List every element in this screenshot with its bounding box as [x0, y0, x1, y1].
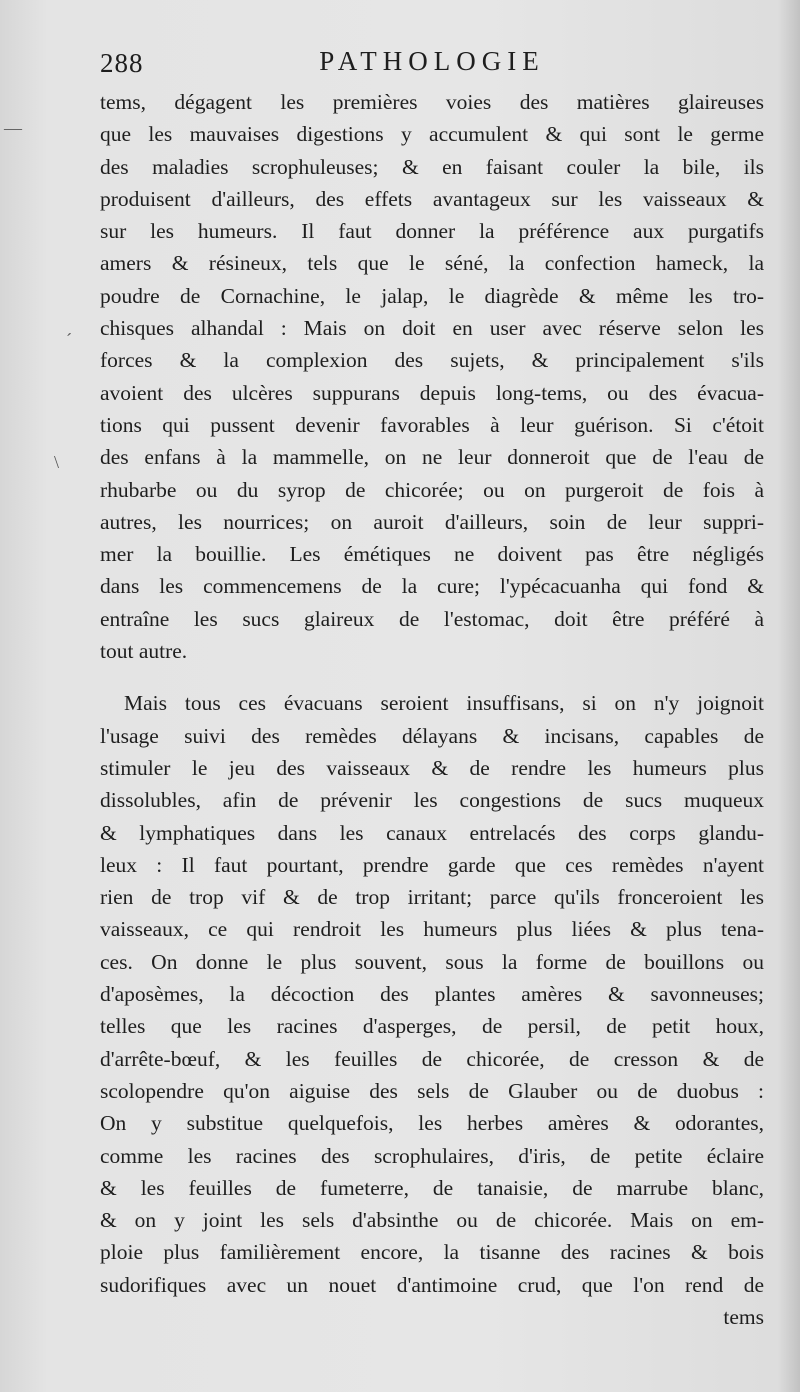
running-title: PATHOLOGIE — [319, 46, 545, 76]
body-text — [100, 86, 764, 1333]
text-line: stimuler le jeu des vaisseaux & de rendre les humeurs plus — [100, 755, 764, 780]
text-line: comme les racines des scrophulaires, d'iris, de petite éclaire — [100, 1143, 764, 1168]
page-edge-shadow — [778, 0, 800, 1392]
text-line: & on y joint les sels d'absinthe ou de chicorée. Mais on em- — [100, 1208, 764, 1233]
text-line: rhubarbe ou du syrop de chicorée; ou on purgeroit de fois à — [100, 477, 764, 502]
text-line: Mais tous ces évacuans seroient insuffisans, si on n'y joignoit — [124, 691, 764, 716]
text-line: ploie plus familièrement encore, la tisanne des racines & bois — [100, 1240, 764, 1265]
margin-mark: \ — [54, 452, 60, 472]
paragraph — [100, 86, 764, 667]
paragraph-gap — [100, 667, 764, 687]
text-line: dissolubles, afin de prévenir les congestions de sucs muqueux — [100, 788, 764, 813]
text-line: sudorifiques avec un nouet d'antimoine crud, que l'on rend de — [100, 1272, 764, 1297]
text-line: d'arrête-bœuf, & les feuilles de chicorée, de cresson & de — [100, 1046, 764, 1071]
text-line: avoient des ulcères suppurans depuis long-tems, ou des évacua- — [100, 380, 764, 405]
text-line: amers & résineux, tels que le séné, la confection hameck, la — [100, 251, 764, 276]
catchword: tems — [723, 1304, 764, 1329]
text-line: sur les humeurs. Il faut donner la préférence aux purgatifs — [100, 219, 764, 244]
text-line: tout autre. — [100, 639, 188, 664]
text-line: produisent d'ailleurs, des effets avantageux sur les vaisseaux & — [100, 186, 764, 211]
text-line: des enfans à la mammelle, on ne leur donneroit que de l'eau de — [100, 445, 764, 470]
text-line: des maladies scrophuleuses; & en faisant couler la bile, ils — [100, 154, 764, 179]
text-line: tems, dégagent les premières voies des matières glaireuses — [100, 90, 764, 114]
text-line: leux : Il faut pourtant, prendre garde que ces remèdes n'ayent — [100, 852, 764, 877]
paragraph — [100, 687, 764, 1301]
text-line: scolopendre qu'on aiguise des sels de Glauber ou de duobus : — [100, 1078, 764, 1103]
text-line: entraîne les sucs glaireux de l'estomac, doit être préféré à — [100, 606, 764, 631]
text-line: autres, les nourrices; on auroit d'ailleurs, soin de leur suppri- — [100, 509, 764, 534]
text-line: dans les commencemens de la cure; l'ypécacuanha qui fond & — [100, 574, 764, 599]
text-line: d'aposèmes, la décoction des plantes amères & savonneuses; — [100, 982, 764, 1007]
text-line: forces & la complexion des sujets, & principalement s'ils — [100, 348, 764, 373]
text-line: telles que les racines d'asperges, de persil, de petit houx, — [100, 1014, 764, 1039]
margin-mark: — — [4, 118, 22, 138]
text-line: poudre de Cornachine, le jalap, le diagrède & même les tro- — [100, 283, 764, 308]
text-line: ces. On donne le plus souvent, sous la forme de bouillons ou — [100, 949, 764, 974]
text-line: vaisseaux, ce qui rendroit les humeurs plus liées & plus tena- — [100, 917, 764, 942]
text-line: rien de trop vif & de trop irritant; parce qu'ils fronceroient les — [100, 885, 764, 910]
text-line: chisques alhandal : Mais on doit en user avec réserve selon les — [100, 316, 764, 341]
text-line: tions qui pussent devenir favorables à leur guérison. Si c'étoit — [100, 412, 764, 437]
running-head — [100, 46, 764, 86]
text-line: l'usage suivi des remèdes délayans & incisans, capables de — [100, 723, 764, 748]
text-line: que les mauvaises digestions y accumulent & qui sont le germe — [100, 122, 764, 147]
page-number: 288 — [100, 48, 144, 78]
margin-mark: ˊ — [66, 330, 72, 350]
text-line: On y substitue quelquefois, les herbes amères & odorantes, — [100, 1111, 764, 1136]
text-line: & les feuilles de fumeterre, de tanaisie, de marrube blanc, — [100, 1175, 764, 1200]
text-line: mer la bouillie. Les émétiques ne doivent pas être négligés — [100, 542, 764, 567]
text-line: & lymphatiques dans les canaux entrelacés des corps glandu- — [100, 820, 764, 845]
